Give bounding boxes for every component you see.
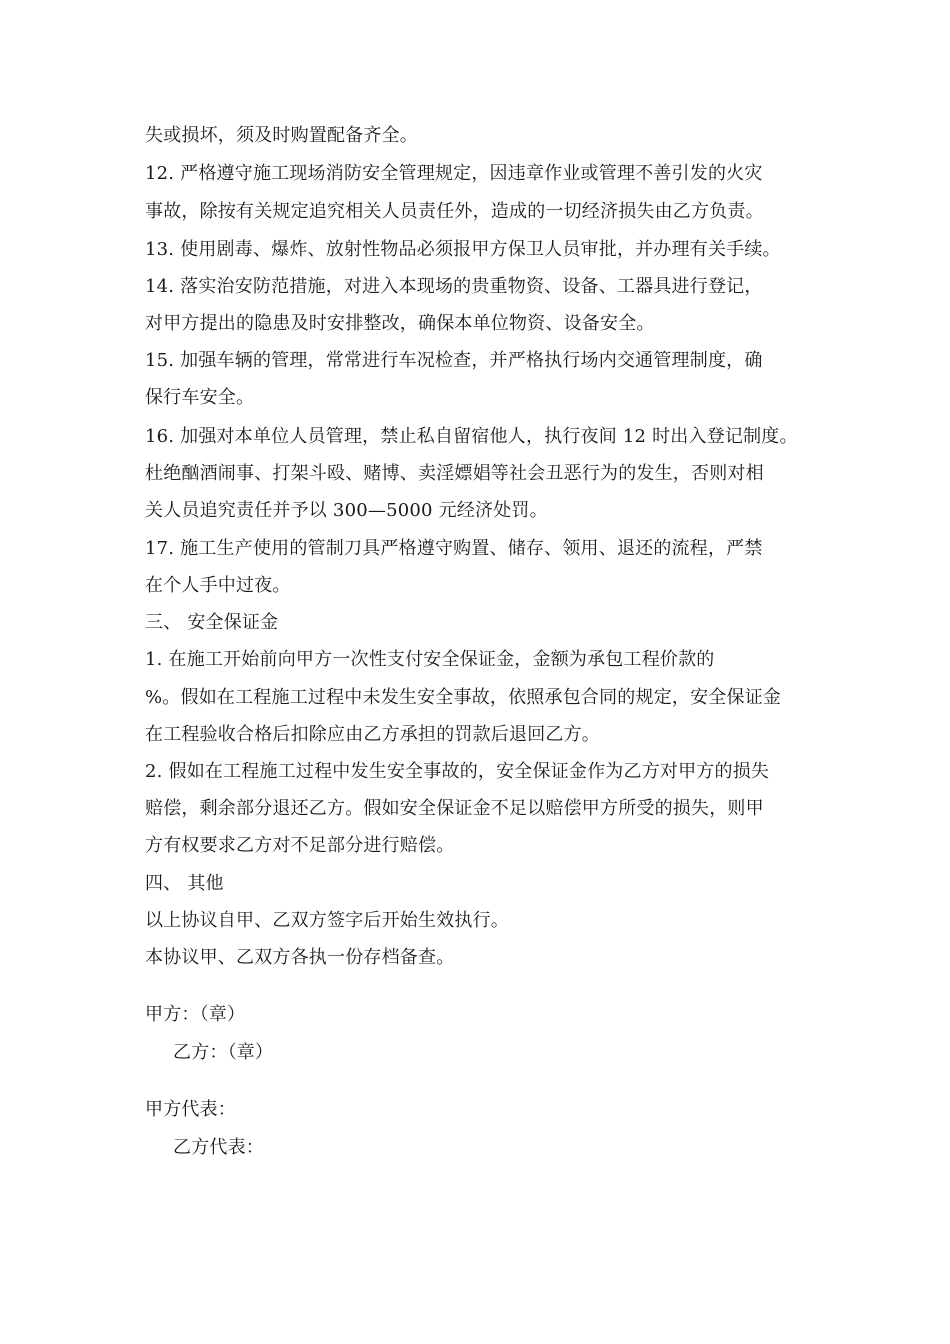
clause-14: 14. 落实治安防范措施，对进入本现场的贵重物资、设备、工器具进行登记，	[145, 276, 763, 297]
clause-12: 12. 严格遵守施工现场消防安全管理规定，因违章作业或管理不善引发的火灾	[145, 163, 763, 184]
text-line: 保行车安全。	[145, 387, 255, 408]
deposit-clause-1: 1. 在施工开始前向甲方一次性支付安全保证金，金额为承包工程价款的	[145, 649, 715, 670]
clause-15: 15. 加强车辆的管理，常常进行车况检查，并严格执行场内交通管理制度，确	[145, 350, 763, 371]
section-heading-4: 四、 其他	[145, 873, 224, 894]
text-line: 方有权要求乙方对不足部分进行赔偿。	[145, 835, 455, 856]
clause-16: 16. 加强对本单位人员管理，禁止私自留宿他人，执行夜间 12 时出入登记制度。	[145, 426, 798, 447]
text-line: 在个人手中过夜。	[145, 575, 291, 596]
text-line: 以上协议自甲、乙双方签字后开始生效执行。	[145, 910, 509, 931]
text-line: 在工程验收合格后扣除应由乙方承担的罚款后退回乙方。	[145, 724, 600, 745]
party-b-representative: 乙方代表：	[173, 1137, 264, 1158]
text-line: 赔偿，剩余部分退还乙方。假如安全保证金不足以赔偿甲方所受的损失，则甲	[145, 798, 764, 819]
text-line: 杜绝酗酒闹事、打架斗殴、赌博、卖淫嫖娼等社会丑恶行为的发生，否则对相	[145, 463, 764, 484]
text-line: %。假如在工程施工过程中未发生安全事故，依照承包合同的规定，安全保证金	[145, 687, 782, 708]
clause-17: 17. 施工生产使用的管制刀具严格遵守购置、储存、领用、退还的流程，严禁	[145, 538, 763, 559]
text-line: 失或损坏，须及时购置配备齐全。	[145, 125, 418, 146]
clause-13: 13. 使用剧毒、爆炸、放射性物品必须报甲方保卫人员审批，并办理有关手续。	[145, 239, 781, 260]
party-b-seal: 乙方：（章）	[173, 1042, 274, 1063]
deposit-clause-2: 2. 假如在工程施工过程中发生安全事故的，安全保证金作为乙方对甲方的损失	[145, 761, 770, 782]
text-line: 本协议甲、乙双方各执一份存档备查。	[145, 947, 455, 968]
text-line: 对甲方提出的隐患及时安排整改，确保本单位物资、设备安全。	[145, 313, 655, 334]
party-a-representative: 甲方代表：	[145, 1099, 236, 1120]
text-line: 关人员追究责任并予以 300—5000 元经济处罚。	[145, 500, 548, 521]
party-a-seal: 甲方：（章）	[145, 1004, 246, 1025]
section-heading-3: 三、 安全保证金	[145, 612, 279, 633]
text-line: 事故，除按有关规定追究相关人员责任外，造成的一切经济损失由乙方负责。	[145, 201, 764, 222]
